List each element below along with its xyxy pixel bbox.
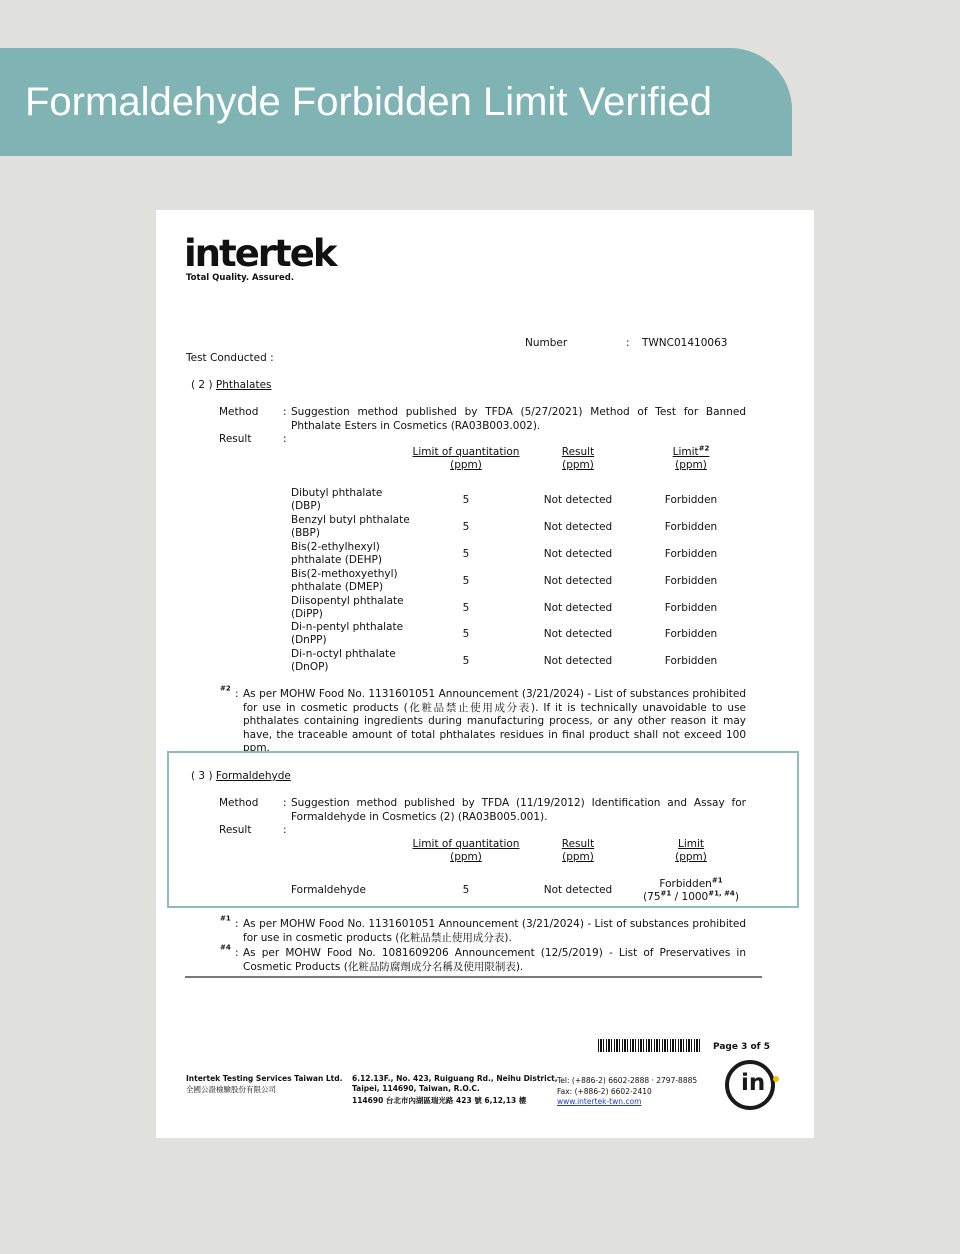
website-link[interactable]: www.intertek-twn.com: [557, 1097, 642, 1106]
limit-value: Forbidden: [664, 548, 718, 560]
seal-text: in: [741, 1070, 766, 1096]
company-name-zh: 全國公證檢驗股份有限公司: [186, 1085, 276, 1094]
col-header-loq: Limit of quantitation: [412, 446, 520, 458]
col-header-result: Result: [561, 446, 595, 458]
col-header-result: Result: [561, 838, 595, 850]
telephone: Tel: (+886-2) 6602-2888 · 2797-8885: [557, 1076, 698, 1085]
result-value: Not detected: [543, 494, 613, 506]
address-line-1: 6.12.13F., No. 423, Ruiguang Rd., Neihu District,: [352, 1074, 558, 1083]
col-header-loq-unit: (ppm): [450, 851, 482, 863]
method-label: Method: [219, 406, 259, 418]
substance-name: Dibutyl phthalate: [291, 487, 383, 499]
divider: [185, 976, 762, 978]
substance-name: Diisopentyl phthalate: [291, 595, 404, 607]
result-label: Result: [219, 433, 252, 445]
result-value: Not detected: [543, 628, 613, 640]
report-number-value: TWNC01410063: [642, 337, 728, 349]
substance-abbr: (BBP): [291, 527, 320, 539]
loq-value: 5: [462, 628, 470, 640]
col-header-result-unit: (ppm): [562, 459, 594, 471]
col-header-result-unit: (ppm): [562, 851, 594, 863]
colon: :: [283, 797, 287, 809]
barcode: [598, 1039, 702, 1052]
section-title: Formaldehyde: [215, 770, 291, 782]
company-name-en: Intertek Testing Services Taiwan Ltd.: [186, 1074, 343, 1083]
substance-name: Bis(2-ethylhexyl): [291, 541, 380, 553]
phthalates-heading: [191, 379, 272, 393]
limit-value: Forbidden: [664, 628, 718, 640]
substance-abbr: phthalate (DEHP): [291, 554, 382, 566]
col-header-loq: Limit of quantitation: [412, 838, 520, 850]
loq-value: 5: [462, 575, 470, 587]
limit-value: Forbidden: [664, 602, 718, 614]
substance-name: Benzyl butyl phthalate: [291, 514, 410, 526]
substance-abbr: (DiPP): [291, 608, 323, 620]
fax: Fax: (+886-2) 6602-2410: [557, 1087, 652, 1096]
substance-name: Di-n-octyl phthalate: [291, 648, 396, 660]
limit-value: Forbidden: [664, 494, 718, 506]
substance-name: Formaldehyde: [291, 884, 366, 896]
limit-value: Forbidden: [664, 575, 718, 587]
colon: :: [283, 433, 287, 445]
intertek-logo: intertek: [184, 232, 336, 275]
footnote-mark: #4: [220, 943, 231, 952]
result-value: Not detected: [543, 602, 613, 614]
phthalates-footnote: As per MOHW Food No. 1131601051 Announcement (3/21/2024) - List of substances prohibited for use in cosmetic products (化粧品禁止使用成分表). If it is technically unavoidable to use phthalates containing ingredients during manufacturing process, or any other reason it may have, the traceable amount of total phthalates residues in final product shall not exceed 100 ppm.: [243, 688, 746, 754]
colon: :: [235, 947, 239, 959]
loq-value: 5: [462, 494, 470, 506]
col-header-limit-unit: (ppm): [675, 459, 707, 471]
address-line-2: Taipei, 114690, Taiwan, R.O.C.: [352, 1084, 480, 1093]
substance-abbr: (DnOP): [291, 661, 329, 673]
col-header-loq-unit: (ppm): [450, 459, 482, 471]
limit-value: Forbidden: [664, 655, 718, 667]
logo-tagline: Total Quality. Assured.: [186, 273, 295, 283]
loq-value: 5: [462, 655, 470, 667]
formaldehyde-heading: [191, 770, 291, 784]
loq-value: 5: [462, 884, 470, 896]
page-number: Page 3 of 5: [713, 1042, 770, 1052]
substance-name: Bis(2-methoxyethyl): [291, 568, 398, 580]
formaldehyde-footnote-4: As per MOHW Food No. 1081609206 Announcement (12/5/2019) - List of Preservatives in Cosmetic Products (化粧品防腐劑成分名稱及使用限制表).: [243, 947, 746, 973]
test-report-page: [156, 210, 814, 1138]
test-conducted-label: Test Conducted :: [186, 352, 274, 364]
colon: :: [235, 918, 239, 930]
report-number-separator: :: [626, 337, 630, 349]
footnote-mark: #2: [220, 684, 231, 693]
method-label: Method: [219, 797, 259, 809]
footnote-mark: #1: [220, 914, 231, 923]
loq-value: 5: [462, 602, 470, 614]
substance-abbr: (DBP): [291, 500, 321, 512]
limit-value: Forbidden$^{\#1}$: [659, 876, 723, 890]
col-header-limit-unit: (ppm): [675, 851, 707, 863]
colon: :: [235, 688, 239, 700]
result-value: Not detected: [543, 548, 613, 560]
limit-value: Forbidden: [664, 521, 718, 533]
substance-name: Di-n-pentyl phthalate: [291, 621, 404, 633]
method-text: Suggestion method published by TFDA (11/19/2012) Identification and Assay for Formaldehyde in Cosmetics (2) (RA03B005.001).: [291, 797, 746, 823]
formaldehyde-footnote-1: As per MOHW Food No. 1131601051 Announcement (3/21/2024) - List of substances prohibited for use in cosmetic products (化粧品禁止使用成分表).: [243, 918, 746, 944]
method-text: Suggestion method published by TFDA (5/27/2021) Method of Test for Banned Phthalate Esters in Cosmetics (RA03B003.002).: [291, 406, 746, 432]
intertek-seal-icon: [725, 1060, 775, 1110]
colon: :: [283, 824, 287, 836]
section-title: Phthalates: [215, 379, 272, 391]
result-value: Not detected: [543, 575, 613, 587]
result-label: Result: [219, 824, 252, 836]
colon: :: [283, 406, 287, 418]
substance-abbr: (DnPP): [291, 634, 327, 646]
result-value: Not detected: [543, 655, 613, 667]
seal-accent-dot: [773, 1076, 779, 1082]
banner-title: Formaldehyde Forbidden Limit Verified: [25, 80, 713, 124]
section-number: ( 3 ): [191, 770, 213, 782]
section-number: ( 2 ): [191, 379, 213, 391]
loq-value: 5: [462, 548, 470, 560]
loq-value: 5: [462, 521, 470, 533]
col-header-limit: Limit: [677, 838, 705, 850]
substance-abbr: phthalate (DMEP): [291, 581, 384, 593]
limit-detail: $(75^{\#1} / 1000^{\#1, \#4})$: [643, 889, 739, 903]
report-number-label: Number: [525, 337, 568, 349]
address-zh: 114690 台北市內湖區瑞光路 423 號 6,12,13 樓: [352, 1096, 527, 1105]
col-header-limit: Limit$^{\#2}$: [672, 444, 710, 458]
result-value: Not detected: [543, 521, 613, 533]
result-value: Not detected: [543, 884, 613, 896]
